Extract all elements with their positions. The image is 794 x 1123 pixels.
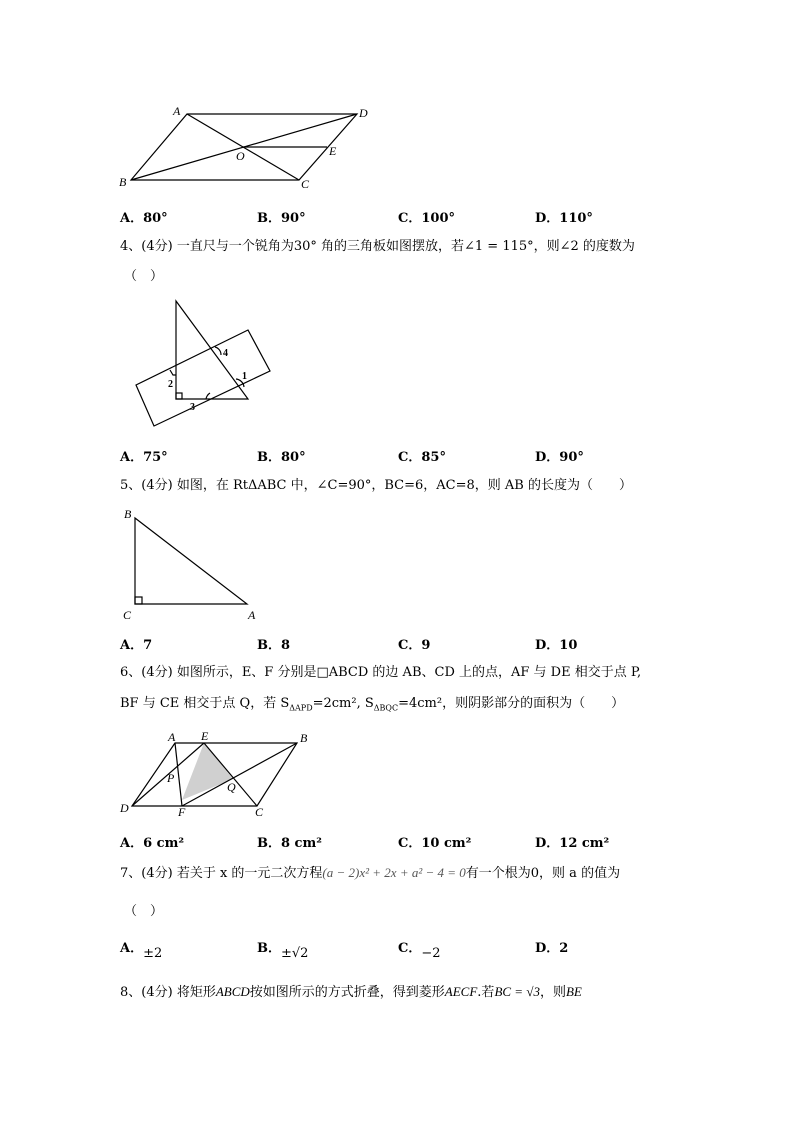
q3-option-c[interactable]: C．100° (398, 211, 455, 226)
q4-stem: 4、(4分) 一直尺与一个锐角为30° 角的三角板如图摆放，若∠1 = 115°，则∠2 的度数为 (120, 239, 635, 254)
q4-label-2: 2 (168, 379, 173, 390)
q5-label-A: A (248, 608, 256, 622)
q3-label-C: C (301, 177, 310, 191)
q3-label-A: A (173, 104, 181, 118)
q6-line2-a: BF 与 CE 相交于点 Q，若 S (120, 696, 290, 711)
q6-option-b[interactable]: B．8 cm² (257, 836, 322, 851)
q4-option-d[interactable]: D．90° (535, 450, 584, 465)
q3-option-d[interactable]: D．110° (535, 211, 593, 226)
q3-option-a[interactable]: A．80° (120, 211, 168, 226)
q5-figure (115, 503, 265, 623)
q6-label-P: P (167, 771, 175, 785)
q4-option-c[interactable]: C．85° (398, 450, 446, 465)
q7-option-c-value: −2 (421, 946, 441, 961)
q6-line2-b: =2cm², S (312, 696, 374, 711)
q3-option-b[interactable]: B．90° (257, 211, 306, 226)
q6-label-C: C (255, 805, 264, 819)
q3-label-O: O (236, 149, 245, 163)
q3-label-D: D (359, 106, 368, 120)
q6-sub2: ΔBQC (373, 703, 399, 713)
q6-option-a[interactable]: A．6 cm² (120, 836, 185, 851)
q5-option-d[interactable]: D．10 (535, 638, 578, 653)
q4-label-4: 4 (223, 348, 228, 359)
q8-rhombus: AECF (444, 984, 478, 999)
q7-option-a-value: ±2 (143, 946, 163, 961)
q7-option-d-label: D． (535, 941, 560, 956)
q6-option-d[interactable]: D．12 cm² (535, 836, 610, 851)
q7-option-b[interactable] (257, 937, 309, 961)
q4-figure (130, 295, 275, 430)
q6-line2-c: =4cm²，则阴影部分的面积为（ ） (398, 696, 625, 711)
q7-option-b-label: B． (257, 941, 281, 956)
q3-label-B: B (119, 175, 127, 189)
q8-stem-d: ，则 (539, 985, 566, 1000)
q4-option-a[interactable]: A．75° (120, 450, 168, 465)
q7-option-d[interactable] (535, 937, 568, 956)
q7-option-a-label: A． (120, 941, 144, 956)
q8-stem-b: 按如图所示的方式折叠，得到菱形 (249, 985, 445, 1000)
q7-equation: (a − 2)x² + 2x + a² − 4 = 0 (322, 865, 466, 880)
q7-option-a[interactable] (120, 937, 163, 961)
q7-option-d-value: 2 (559, 941, 569, 956)
q5-label-B: B (124, 507, 132, 521)
q6-option-c[interactable]: C．10 cm² (398, 836, 472, 851)
q6-label-D: D (120, 801, 129, 815)
q8-stem-a: 8、(4分) 将矩形 (120, 985, 216, 1000)
q5-option-c[interactable]: C．9 (398, 638, 431, 653)
q5-option-a[interactable]: A．7 (120, 638, 153, 653)
q7-option-c-label: C． (398, 941, 422, 956)
q4-label-1: 1 (242, 371, 247, 382)
q6-line1: 6、(4分) 如图所示，E、F 分别是□ABCD 的边 AB、CD 上的点，AF 与 DE 相交于点 P, (120, 665, 642, 680)
q6-line2 (120, 695, 624, 718)
q3-label-E: E (329, 144, 337, 158)
q7-stem-a: 7、(4分) 若关于 x 的一元二次方程 (120, 866, 323, 881)
q5-stem: 5、(4分) 如图，在 RtΔABC 中，∠C=90°，BC=6，AC=8，则 AB 的长度为（ ） (120, 478, 632, 493)
q8-stem (120, 983, 582, 1002)
q5-label-C: C (123, 608, 132, 622)
q7-option-c[interactable] (398, 937, 441, 961)
q6-sub1: ΔAPD (289, 703, 313, 713)
q4-label-3: 3 (190, 402, 195, 413)
q8-ask: BE (565, 984, 582, 999)
q5-option-b[interactable]: B．8 (257, 638, 291, 653)
q6-label-E: E (201, 729, 209, 743)
q7-stem-b: 有一个根为0，则 a 的值为 (465, 866, 621, 881)
q7-option-b-value: ±√2 (281, 946, 309, 961)
q6-label-B: B (300, 731, 308, 745)
q3-figure (115, 100, 380, 192)
q4-paren: （ ） (124, 269, 164, 284)
q6-label-F: F (178, 805, 186, 819)
q6-label-A: A (168, 730, 176, 744)
q8-rect: ABCD (215, 984, 250, 999)
q6-figure (115, 728, 315, 820)
q4-option-b[interactable]: B．80° (257, 450, 306, 465)
q7-paren: （ ） (124, 904, 164, 919)
q8-condition: BC = √3 (494, 984, 540, 999)
q7-stem (120, 864, 620, 883)
q6-label-Q: Q (227, 780, 236, 794)
q8-stem-c: .若 (477, 985, 495, 1000)
